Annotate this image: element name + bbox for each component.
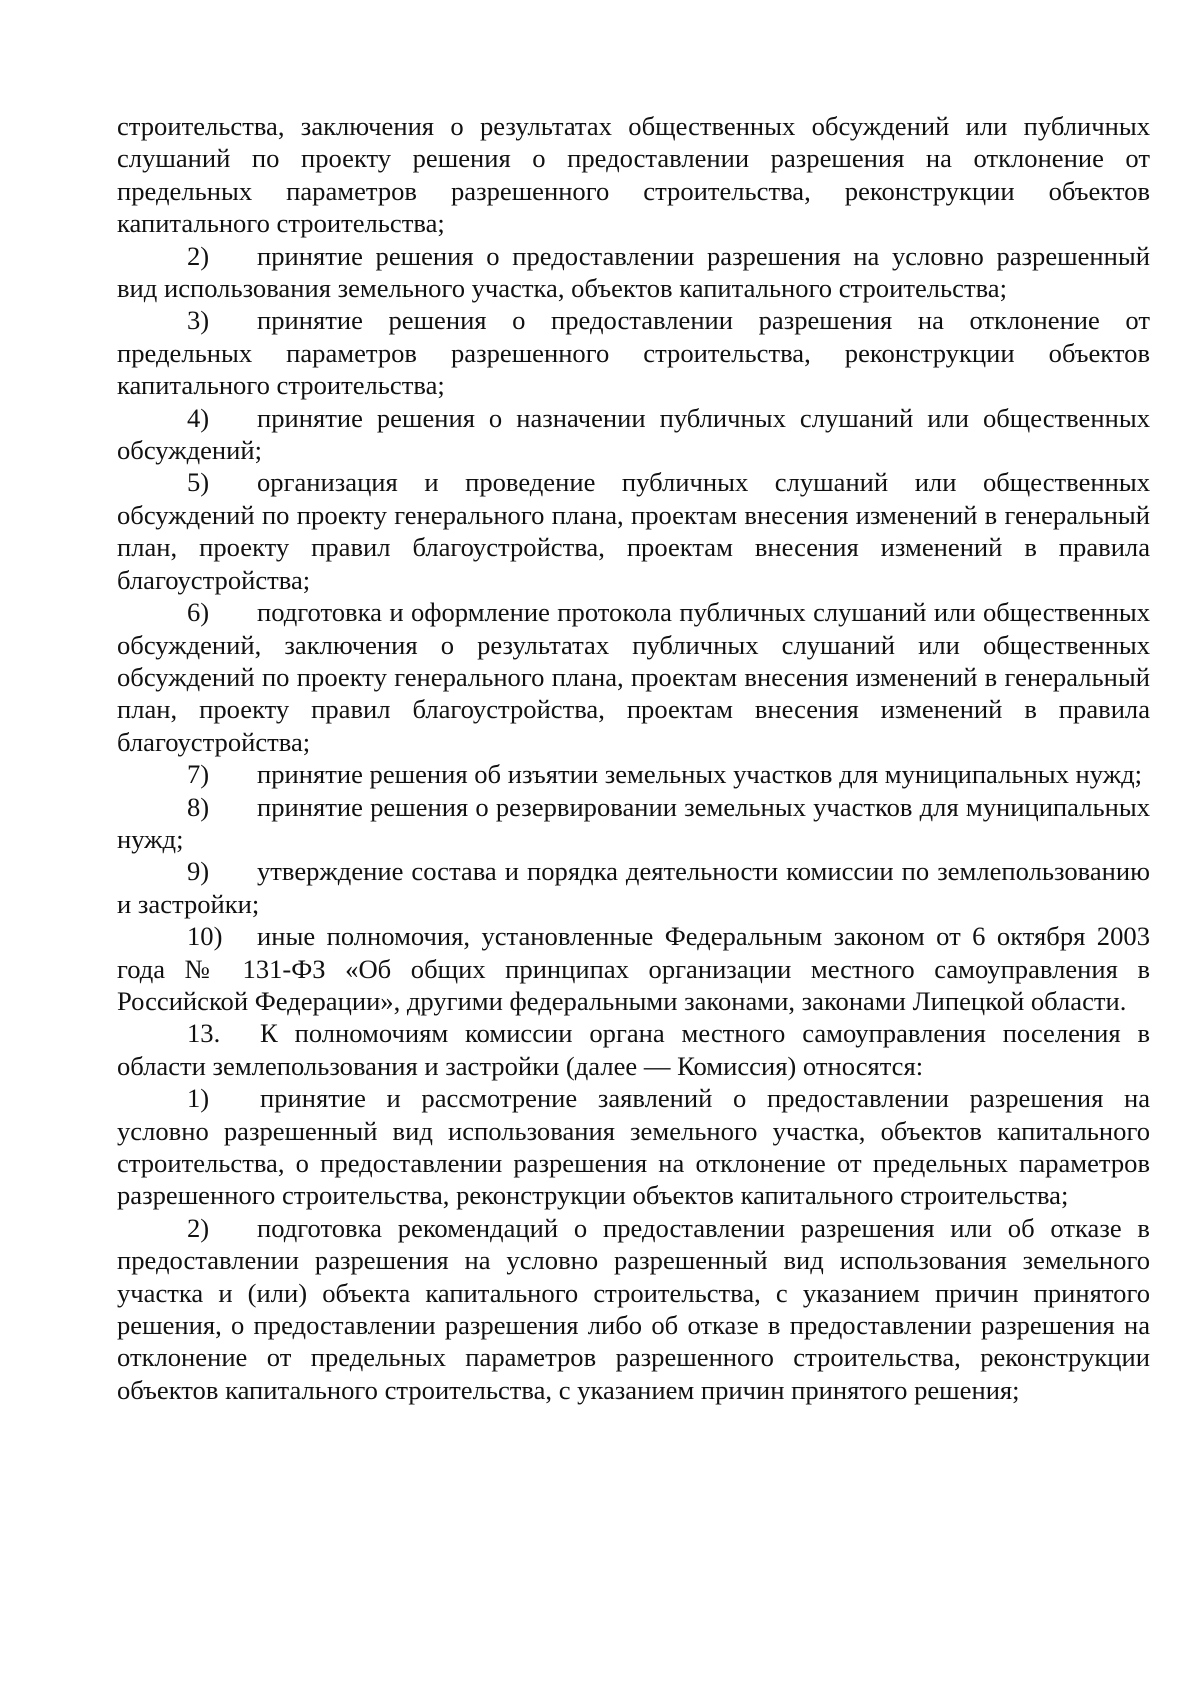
item-number: 6) [187,597,210,628]
list-item [117,920,1150,1017]
item-number: 10) [187,921,223,952]
item-text: принятие решения об изъятии земельных участков для муниципальных нужд; [257,759,1143,790]
list-item [117,596,1150,758]
item-text: организация и проведение публичных слушаний или общественных обсуждений по проекту генерального плана, проектам внесения изменений в генеральный план, проекту правил благоустройства, проектам внесения изменений в правила благоустройства; [117,467,1150,595]
document-page [117,110,1150,1406]
list-item [117,240,1150,305]
item-text: иные полномочия, установленные Федеральным законом от 6 октября 2003 года № 131-ФЗ «Об общих принципах организации местного самоуправления в Российской Федерации», другими федеральными законами, законами Липецкой области. [117,921,1150,1016]
item-text: утверждение состава и порядка деятельности комиссии по землепользованию и застройки; [117,856,1150,919]
list-item [117,1212,1150,1406]
item-text: принятие решения о резервировании земельных участков для муниципальных нужд; [117,791,1150,854]
item-text: принятие и рассмотрение заявлений о предоставлении разрешения на условно разрешенный вид использования земельного участка, объектов капитального строительства, о предоставлении разрешения на отклонение от предельных параметров разрешенного строительства, реконструкции объектов капитального строительства; [117,1083,1150,1211]
intro-paragraph: строительства, заключения о результатах общественных обсуждений или публичных слушаний по проекту решения о предоставлении разрешения на отклонение от предельных параметров разрешенного строительства, реконструкции объектов капитального строительства; [117,111,1150,239]
section-number: 13. [187,1018,221,1049]
item-number: 2) [187,240,210,271]
item-text: принятие решения о предоставлении разрешения на отклонение от предельных параметров разрешенного строительства, реконструкции объектов капитального строительства; [117,305,1150,401]
item-text: принятие решения о предоставлении разрешения на условно разрешенный вид использования земельного участка, объектов капитального строительства; [117,240,1150,304]
item-number: 2) [187,1212,210,1243]
item-number: 7) [187,759,210,790]
list-item [117,758,1150,790]
list-item [117,304,1150,401]
section-13-paragraph [117,1017,1150,1082]
list-item [117,1082,1150,1212]
list-item [117,855,1150,920]
item-number: 8) [187,791,210,822]
item-number: 5) [187,467,210,498]
list-item [117,466,1150,596]
item-number: 4) [187,402,210,433]
list-item [117,402,1150,467]
item-number: 3) [187,305,210,336]
item-number: 9) [187,856,210,887]
item-text: подготовка рекомендаций о предоставлении разрешения или об отказе в предоставлении разрешения на условно разрешенный вид использования земельного участка и (или) объекта капитального строительства, с указанием причин принятого решения, о предоставлении разрешения либо об отказе в предоставлении разрешения на отклонение от предельных параметров разрешенного строительства, реконструкции объектов капитального строительства, с указанием причин принятого решения; [117,1212,1150,1405]
item-text: подготовка и оформление протокола публичных слушаний или общественных обсуждений, заключения о результатах публичных слушаний или общественных обсуждений по проекту генерального плана, проектам внесения изменений в генеральный план, проекту правил благоустройства, проектам внесения изменений в правила благоустройства; [117,597,1150,757]
list-item [117,791,1150,856]
item-text: принятие решения о назначении публичных слушаний или общественных обсуждений; [117,402,1150,466]
item-number: 1) [187,1083,210,1114]
section-text: К полномочиям комиссии органа местного самоуправления поселения в области землепользования и застройки (далее — Комиссия) относятся: [117,1018,1150,1081]
